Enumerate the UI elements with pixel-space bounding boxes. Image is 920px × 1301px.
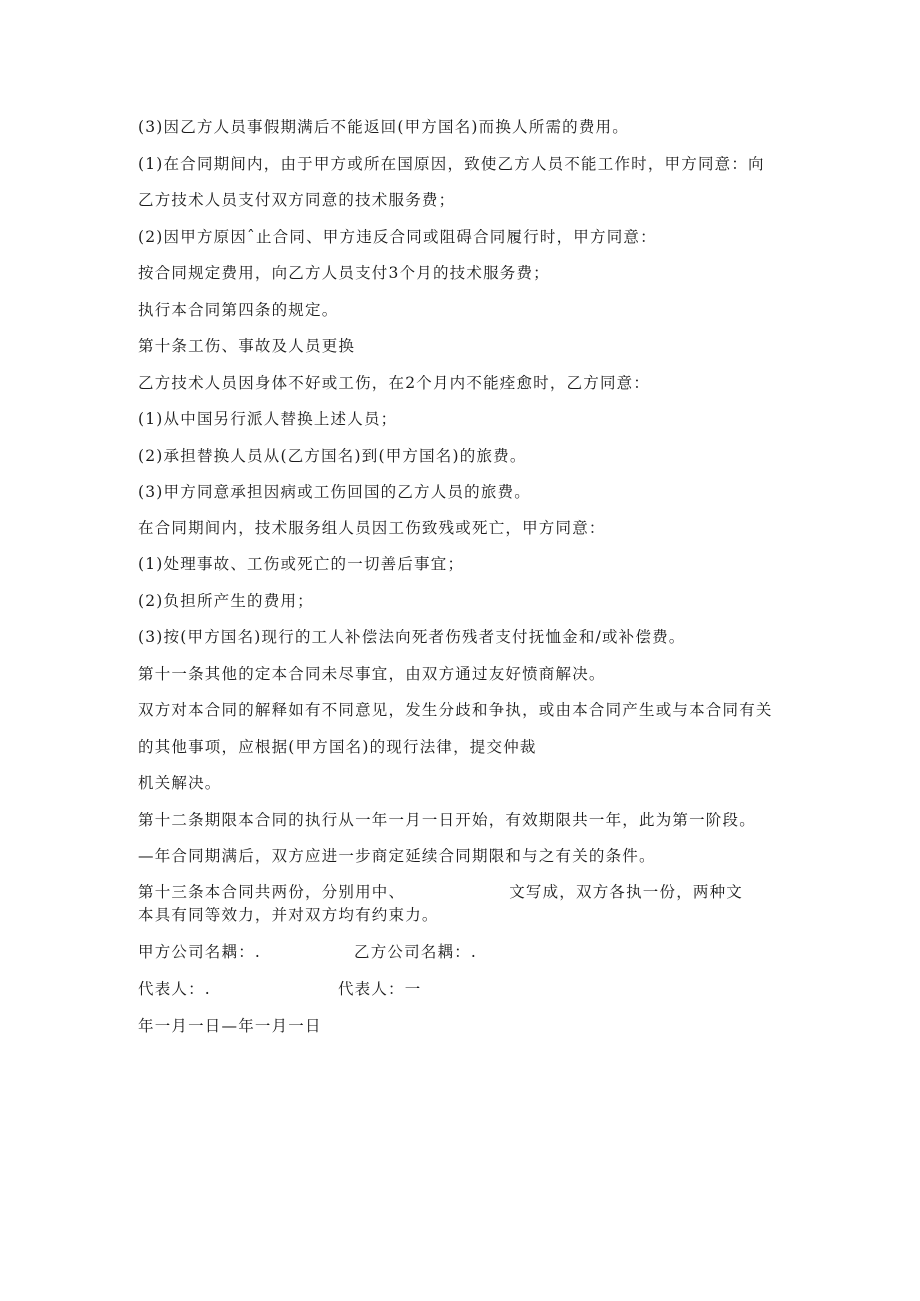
text-line: 双方对本合同的解释如有不同意见，发生分歧和争执，或由本合同产生或与本合同有关	[138, 701, 773, 719]
article-heading: 第十二条期限本合同的执行从一年一月一日开始，有效期限共一年，此为第一阶段。	[138, 811, 756, 829]
article-13-part-2: 文写成，双方各执一份，两种文	[509, 883, 744, 901]
article-heading: 第十一条其他的定本合同未尽事宜，由双方通过友好愤商解决。	[138, 665, 606, 683]
text-line: (2)因甲方原因ˆ止合同、甲方违反合同或阻碍合同履行时，甲方同意：	[138, 228, 657, 246]
text-line: (2)负担所产生的费用；	[138, 592, 314, 610]
party-a-company: 甲方公司名耦：.	[138, 943, 262, 961]
date-range: 年一月一日—年一月一日	[138, 1017, 322, 1035]
article-13-line-1	[138, 882, 743, 902]
text-line: 执行本合同第四条的规定。	[138, 301, 339, 319]
text-line: —年合同期满后，双方应进一步商定延续合同期限和与之有关的条件。	[138, 847, 656, 865]
article-13-part-1: 第十三条本合同共两份，分别用中、	[138, 883, 406, 901]
text-line: 的其他事项，应根据(甲方国名)的现行法律，提交仲裁	[138, 738, 537, 756]
signature-company-row	[138, 942, 477, 962]
text-line: (2)承担替换人员从(乙方国名)到(甲方国名)的旅费。	[138, 447, 527, 465]
text-line: (3)因乙方人员事假期满后不能返回(甲方国名)而换人所需的费用。	[138, 118, 629, 136]
party-a-rep: 代表人：.	[138, 980, 211, 998]
signature-rep-row	[138, 979, 421, 999]
party-b-rep: 代表人：一	[337, 980, 422, 998]
text-line: (3)甲方同意承担因病或工伤回国的乙方人员的旅费。	[138, 483, 531, 501]
text-line: (1)从中国另行派人替换上述人员；	[138, 410, 398, 428]
text-line: 机关解决。	[138, 774, 222, 792]
text-line: (1)在合同期间内，由于甲方或所在国原因，致使乙方人员不能工作时，甲方同意：向	[138, 155, 765, 173]
text-line: (1)处理事故、工伤或死亡的一切善后事宜；	[138, 555, 465, 573]
text-line: 在合同期间内，技术服务组人员因工伤致残或死亡，甲方同意：	[138, 519, 606, 537]
text-line: 乙方技术人员因身体不好或工伤，在2个月内不能痊愈时，乙方同意：	[138, 374, 651, 392]
party-b-company: 乙方公司名耦：.	[354, 943, 478, 961]
article-heading: 第十条工伤、事故及人员更换	[138, 337, 356, 355]
text-line: (3)按(甲方国名)现行的工人补偿法向死者伤残者支付抚恤金和/或补偿费。	[138, 628, 686, 646]
article-13-line-2: 本具有同等效力，并对双方均有约束力。	[138, 906, 439, 924]
text-line: 按合同规定费用，向乙方人员支付3个月的技术服务费；	[138, 264, 550, 282]
text-line: 乙方技术人员支付双方同意的技术服务费；	[138, 191, 456, 209]
